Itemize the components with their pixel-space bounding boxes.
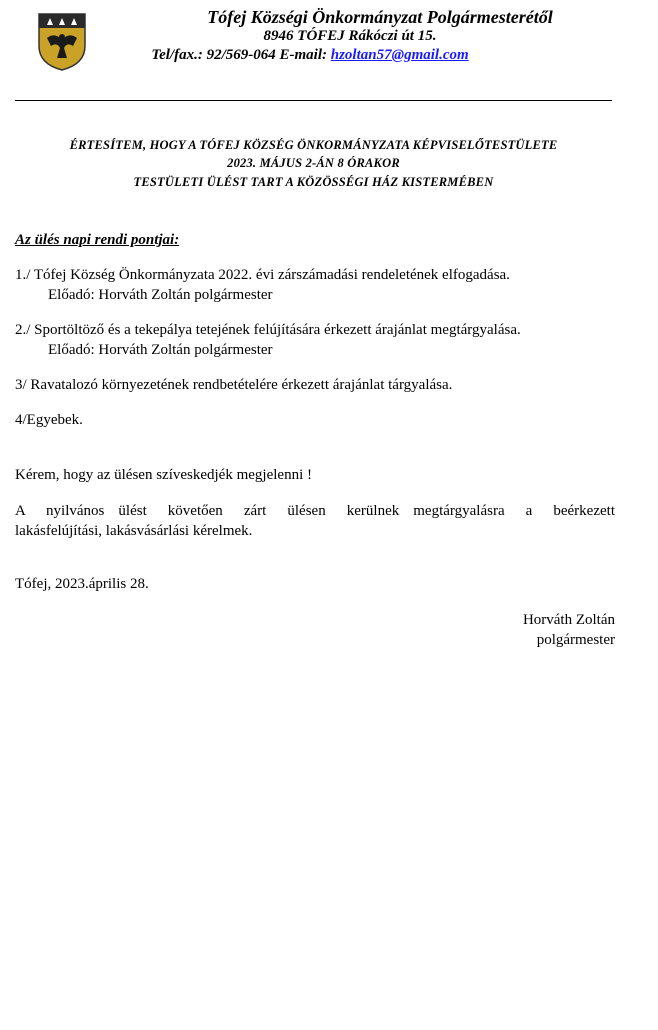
header-address-line: 8946 TÓFEJ Rákóczi út 15. xyxy=(263,28,437,44)
agenda-item-presenter: Előadó: Horváth Zoltán polgármester xyxy=(48,342,273,358)
email-link[interactable]: hzoltan57@gmail.com xyxy=(330,47,469,63)
header-contact-line xyxy=(50,47,570,64)
header-org-line: Tófej Községi Önkormányzat Polgármesterétől xyxy=(207,7,553,27)
signature-title: polgármester xyxy=(536,632,615,648)
agenda-item-presenter: Előadó: Horváth Zoltán polgármester xyxy=(48,287,273,303)
agenda-item-1 xyxy=(15,265,615,305)
agenda-item-text: 2./ Sportöltöző és a tekepálya tetejének felújítására érkezett árajánlat megtárgyalása. xyxy=(15,322,521,338)
agenda-title: Az ülés napi rendi pontjai: xyxy=(15,232,180,248)
signature-name: Horváth Zoltán xyxy=(522,612,615,628)
notice-line-3: TESTÜLETI ÜLÉST TART A KÖZÖSSÉGI HÁZ KISTERMÉBEN xyxy=(133,175,494,189)
agenda-item-3: 3/ Ravatalozó környezetének rendbetételére érkezett árajánlat tárgyalása. xyxy=(15,377,453,393)
agenda-item-4: 4/Egyebek. xyxy=(15,412,83,428)
agenda-item-text: 1./ Tófej Község Önkormányzata 2022. évi zárszámadási rendeletének elfogadása. xyxy=(15,267,510,283)
notice-line-2: 2023. MÁJUS 2-ÁN 8 ÓRAKOR xyxy=(227,156,400,170)
closed-session-text: A nyilvános ülést követően zárt ülésen kerülnek megtárgyalásra a beérkezett lakásfelújítási, lakásvásárlási kérelmek. xyxy=(15,503,619,539)
agenda-item-2 xyxy=(15,320,615,360)
place-date: Tófej, 2023.április 28. xyxy=(15,576,149,592)
contact-prefix: Tel/fax.: 92/569-064 E-mail: xyxy=(151,47,327,63)
request-text: Kérem, hogy az ülésen szíveskedjék megjelenni ! xyxy=(15,467,312,483)
notice-line-1: ÉRTESÍTEM, HOGY A TÓFEJ KÖZSÉG ÖNKORMÁNYZATA KÉPVISELŐTESTÜLETE xyxy=(69,138,558,152)
header-divider xyxy=(15,100,612,101)
